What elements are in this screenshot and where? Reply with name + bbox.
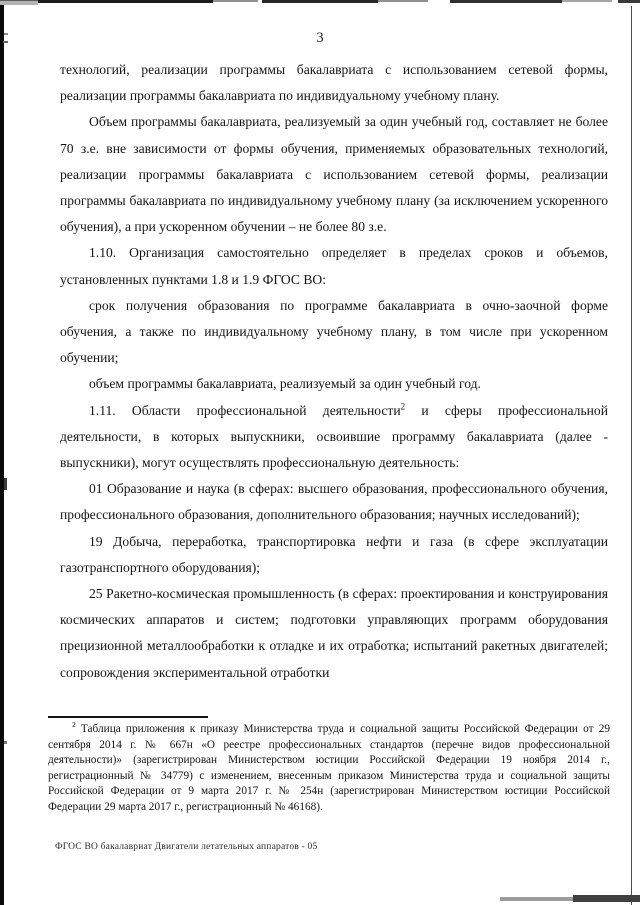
page-number: 3 xyxy=(316,30,324,46)
body-paragraph: объем программы бакалавриата, реализуемый за один учебный год. xyxy=(89,376,481,392)
footnote-marker: 2 xyxy=(72,720,76,730)
body-paragraph: Объем программы бакалавриата, реализуемый за один учебный год, составляет не более 70 з.е. вне зависимости от формы обучения, применяемых образовательных технологий, реализации программы бакалавриата с использованием сетевой формы, реализации программы бакалавриата по индивидуальному учебному плану (за исключением ускоренного обучения), а при ускоренном обучении – не более 80 з.е. xyxy=(60,114,608,235)
body-paragraph: технологий, реализации программы бакалавриата с использованием сетевой формы, реализации программы бакалавриата по индивидуальному учебному плану. xyxy=(60,62,608,104)
document-body xyxy=(60,57,608,686)
footnote-separator xyxy=(48,716,208,718)
paragraph-text: и сферы профессиональной деятельности, в которых выпускники, освоившие программу бакалавриата (далее - выпускники), могут осуществлять профессиональную деятельность: xyxy=(60,402,608,471)
body-paragraph: 01 Образование и наука (в сферах: высшего образования, профессионального обучения, профессионального образования, дополнительного образования; научных исследований); xyxy=(60,481,608,523)
scan-edge-left xyxy=(0,0,4,905)
scan-edge-bottom-gray xyxy=(500,897,573,901)
scan-edge-bottom-dark xyxy=(573,895,640,902)
body-paragraph: 1.10. Организация самостоятельно определяет в пределах сроков и объемов, установленных пунктами 1.8 и 1.9 ФГОС ВО: xyxy=(60,245,608,287)
body-paragraph: 19 Добыча, переработка, транспортировка нефти и газа (в сфере эксплуатации газотранспортного оборудования); xyxy=(60,533,608,575)
footnote-reference: 2 xyxy=(400,401,406,412)
scan-speck xyxy=(4,478,7,490)
scan-edge-right xyxy=(631,6,632,905)
body-paragraph xyxy=(60,398,608,477)
page-footer-label: ФГОС ВО бакалавриат Двигатели летательных аппаратов - 05 xyxy=(55,842,318,852)
body-paragraph: срок получения образования по программе бакалавриата в очно-заочной форме обучения, а также по индивидуальному учебному плану, в том числе при ускоренном обучении; xyxy=(60,297,608,366)
footnote xyxy=(48,722,610,816)
scan-edge-top xyxy=(0,0,640,6)
paragraph-text: 1.11. Области профессиональной деятельности xyxy=(89,402,401,418)
scan-speck xyxy=(4,741,7,744)
footnote-text: Таблица приложения к приказу Министерства труда и социальной защиты Российской Федерации от 29 сентября 2014 г. № 667н «О реестре профессиональных стандартов (перечне видов профессиональной деятельности)» (зарегистрирован Министерством юстиции Российской Федерации 19 ноября 2014 г., регистрационный № 34779) с изменением, внесенным приказом Министерства труда и социальной защиты Российской Федерации от 9 марта 2017 г. № 254н (зарегистрирован Министерством юстиции Российской Федерации 29 марта 2017 г., регистрационный № 46168). xyxy=(48,723,610,813)
body-paragraph: 25 Ракетно-космическая промышленность (в сферах: проектирования и конструирования космических аппаратов и систем; подготовки управляющих программ оборудования прецизионной металлообработки к отладке и их отработка; испытаний ракетных двигателей; сопровождения экспериментальной отработки xyxy=(60,586,608,680)
